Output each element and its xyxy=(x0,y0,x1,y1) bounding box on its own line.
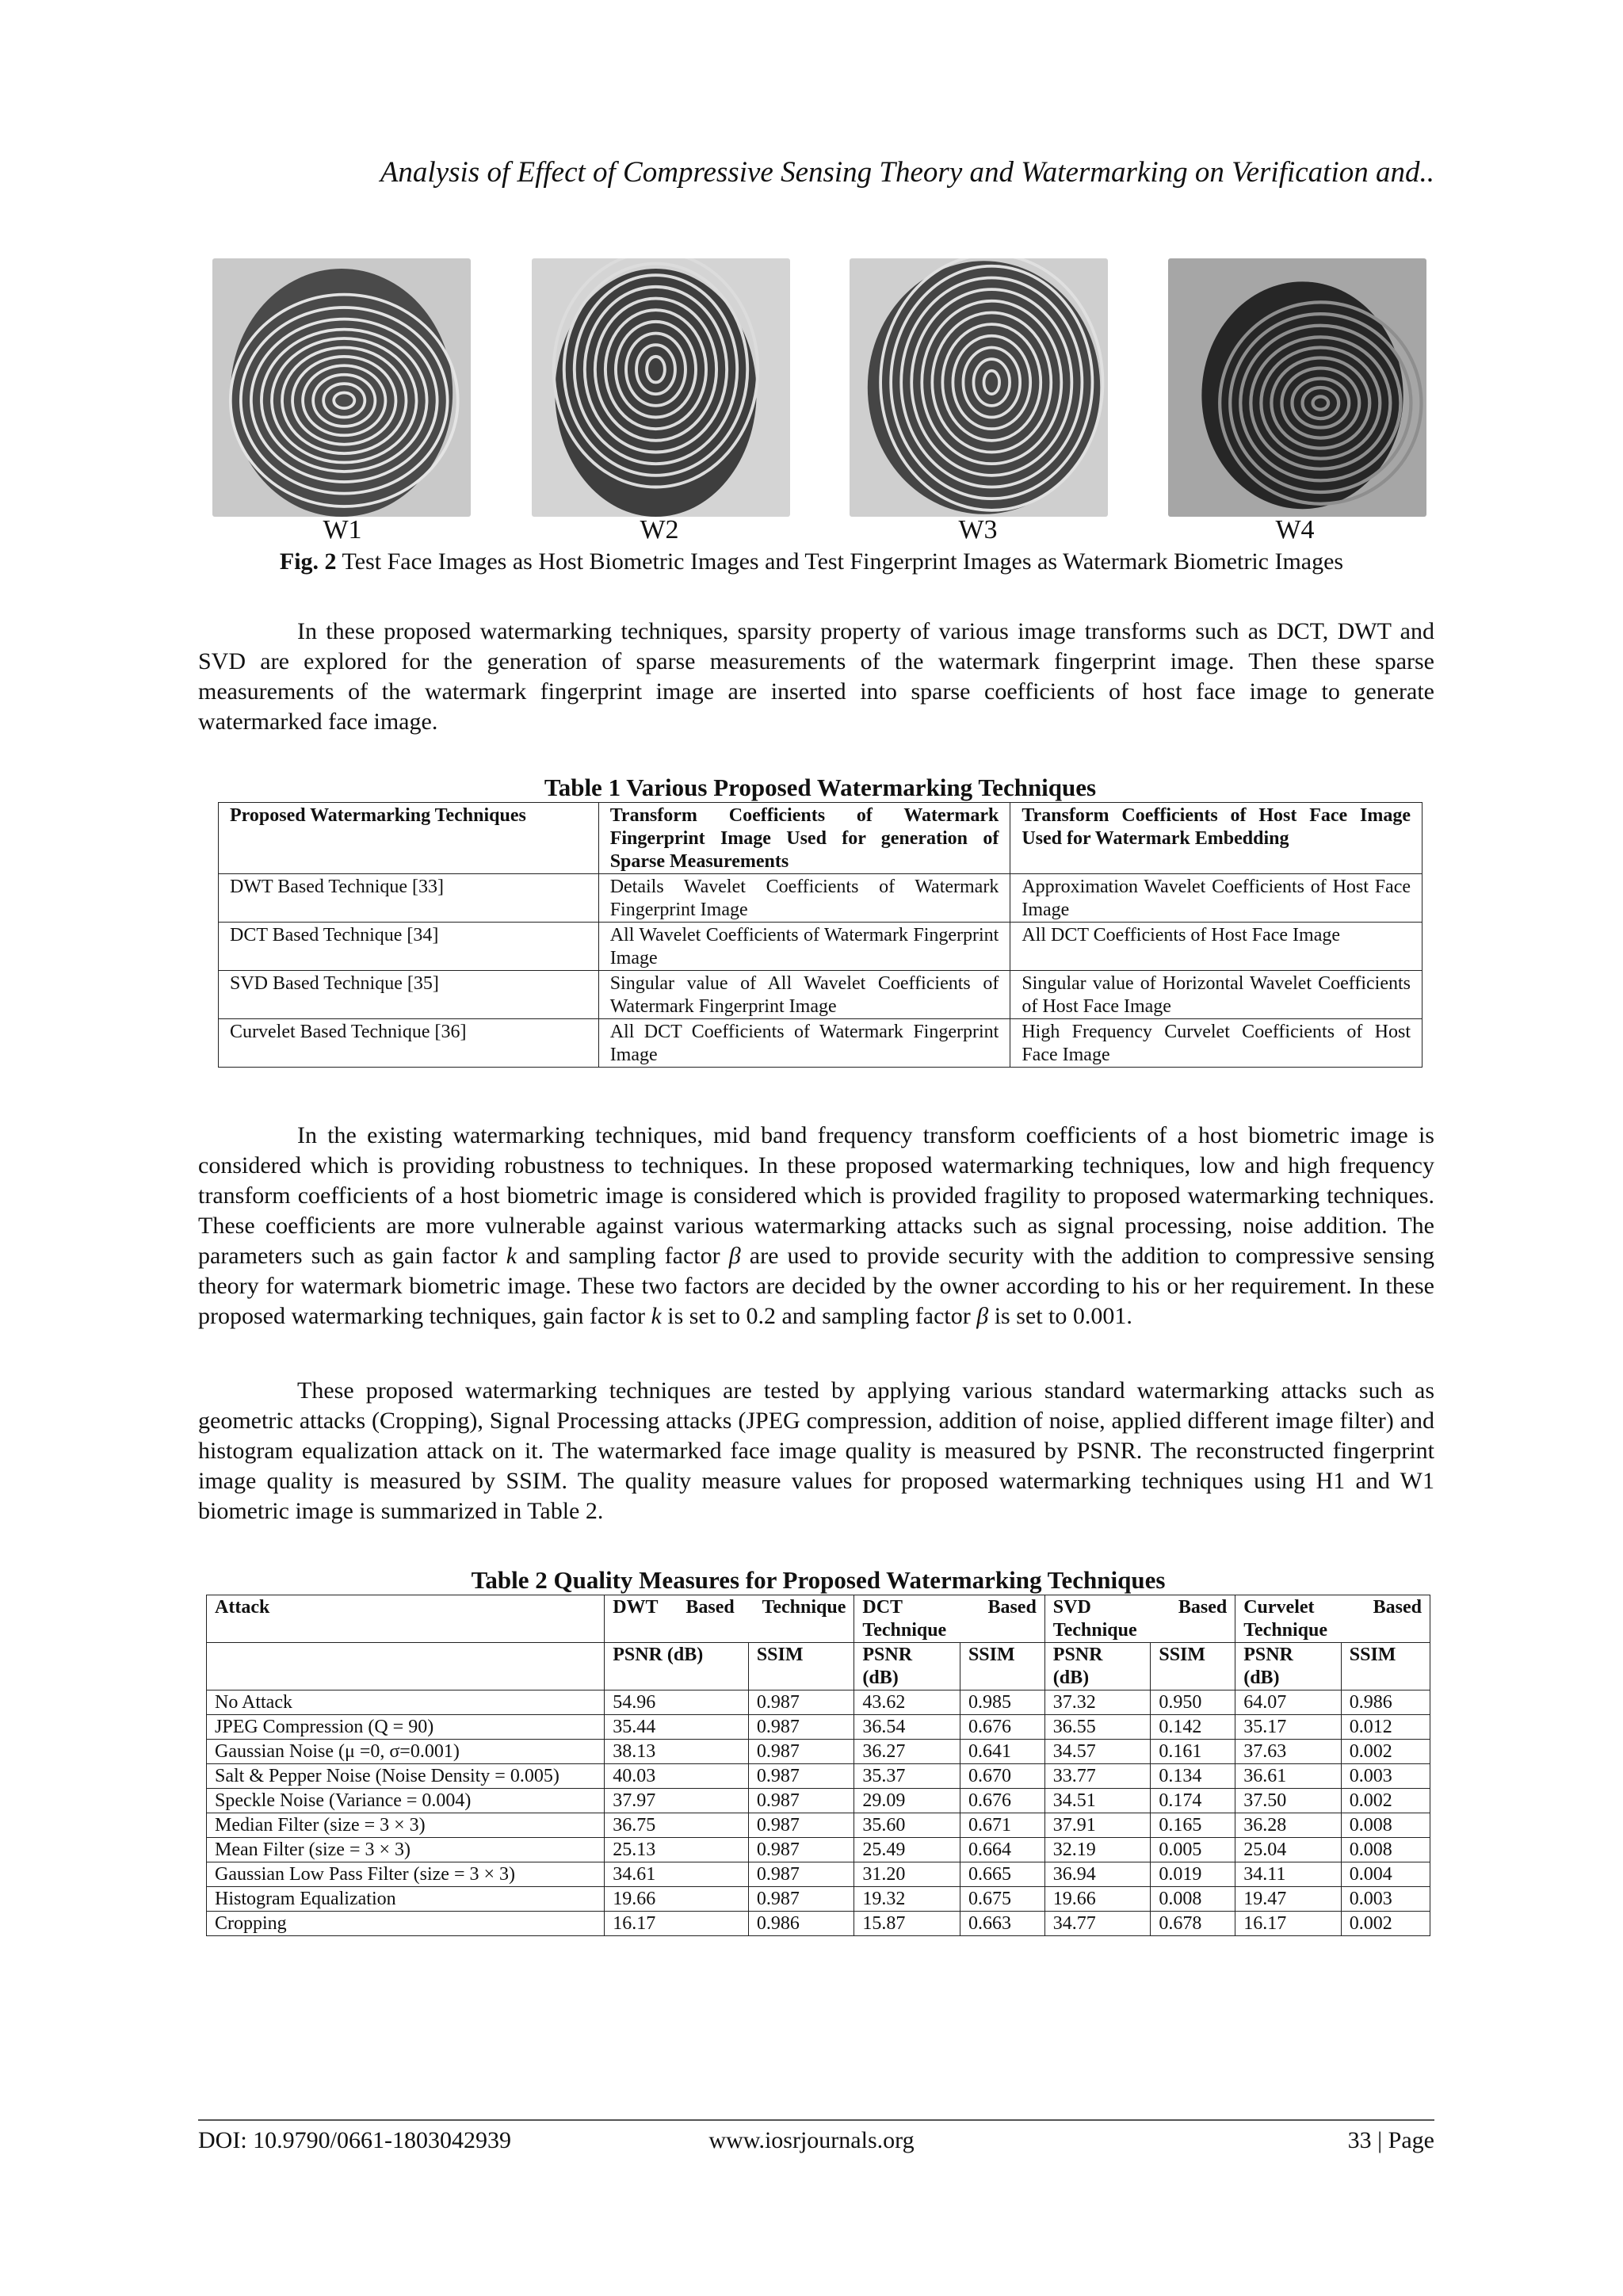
symbol-k: k xyxy=(651,1303,662,1329)
table2-group-header: SVD Based Technique xyxy=(1044,1595,1235,1643)
table-cell: 19.66 xyxy=(605,1887,749,1912)
symbol-beta: β xyxy=(976,1303,989,1329)
attack-name-cell: Speckle Noise (Variance = 0.004) xyxy=(207,1789,605,1813)
table-cell: 33.77 xyxy=(1044,1764,1151,1789)
table-cell: 0.987 xyxy=(748,1764,854,1789)
table2-subheader: PSNR (dB) xyxy=(854,1643,960,1690)
table-row xyxy=(219,923,1423,971)
table2-caption: Table 2 Quality Measures for Proposed Watermarking Techniques xyxy=(471,1566,1166,1594)
table-cell: 25.13 xyxy=(605,1838,749,1862)
figure-caption-text: Test Face Images as Host Biometric Images and Test Fingerprint Images as Watermark Biometric Images xyxy=(336,548,1344,575)
table-cell: 0.005 xyxy=(1151,1838,1235,1862)
table-cell: 0.161 xyxy=(1151,1740,1235,1764)
table1-caption: Table 1 Various Proposed Watermarking Techniques xyxy=(544,774,1097,801)
footer-site: www.iosrjournals.org xyxy=(708,2127,915,2153)
table-cell: 25.49 xyxy=(854,1838,960,1862)
table-cell: 0.664 xyxy=(960,1838,1044,1862)
table-cell: 0.987 xyxy=(748,1813,854,1838)
table-cell: 31.20 xyxy=(854,1862,960,1887)
table-cell: 0.641 xyxy=(960,1740,1044,1764)
attack-name-cell: Median Filter (size = 3 × 3) xyxy=(207,1813,605,1838)
table2-subheader: PSNR (dB) xyxy=(1044,1643,1151,1690)
figure-label-w4: W4 xyxy=(1275,515,1315,544)
table-row xyxy=(207,1838,1430,1862)
attack-name-cell: Mean Filter (size = 3 × 3) xyxy=(207,1838,605,1862)
table-cell: 36.27 xyxy=(854,1740,960,1764)
table-row xyxy=(207,1690,1430,1715)
table-row xyxy=(207,1764,1430,1789)
table-cell: 0.004 xyxy=(1341,1862,1430,1887)
table1-header-cell: Proposed Watermarking Techniques xyxy=(219,803,599,874)
table-cell: All DCT Coefficients of Watermark Fingerprint Image xyxy=(598,1019,1010,1068)
table-row xyxy=(207,1715,1430,1740)
table-cell: 43.62 xyxy=(854,1690,960,1715)
table-cell: 0.670 xyxy=(960,1764,1044,1789)
table-cell: 0.987 xyxy=(748,1740,854,1764)
figure-label-w3: W3 xyxy=(958,515,998,544)
table-cell: 36.54 xyxy=(854,1715,960,1740)
fingerprint-image-w2 xyxy=(532,258,790,517)
table-cell: 36.61 xyxy=(1235,1764,1342,1789)
text-run: and sampling factor xyxy=(517,1243,729,1269)
table-row xyxy=(207,1740,1430,1764)
table-row xyxy=(207,1887,1430,1912)
table-cell: 0.987 xyxy=(748,1789,854,1813)
table-cell: 0.002 xyxy=(1341,1912,1430,1936)
table2-group-header: DWT Based Technique xyxy=(605,1595,854,1643)
table-cell: 0.008 xyxy=(1341,1838,1430,1862)
table-cell: All DCT Coefficients of Host Face Image xyxy=(1010,923,1423,971)
table-cell: 0.019 xyxy=(1151,1862,1235,1887)
table-cell: 16.17 xyxy=(605,1912,749,1936)
fingerprint-image-w3 xyxy=(850,258,1108,517)
fingerprint-image-w1 xyxy=(212,258,471,517)
table-cell: 0.008 xyxy=(1341,1813,1430,1838)
table2-group-header: Curvelet Based Technique xyxy=(1235,1595,1430,1643)
table-cell: 36.94 xyxy=(1044,1862,1151,1887)
fingerprint-image-w4 xyxy=(1168,258,1426,517)
figure-label-w2: W2 xyxy=(640,515,679,544)
table-cell: 34.51 xyxy=(1044,1789,1151,1813)
table2-group-header-row xyxy=(207,1595,1430,1643)
table-cell: 0.165 xyxy=(1151,1813,1235,1838)
table-cell: 37.91 xyxy=(1044,1813,1151,1838)
table-cell: 0.678 xyxy=(1151,1912,1235,1936)
table-cell: 37.63 xyxy=(1235,1740,1342,1764)
table-row xyxy=(219,1019,1423,1068)
text-run: is set to 0.001. xyxy=(988,1303,1132,1329)
table-cell: 29.09 xyxy=(854,1789,960,1813)
table-row xyxy=(207,1789,1430,1813)
text-run: In the existing watermarking techniques, mid band frequency transform coefficients of a host biometric image is considered which is providing robustness to techniques. In these proposed watermarking techniques, low and high frequency transform coefficients of a host biometric image is considered which is provided fragility to proposed watermarking techniques. These coefficients are more vulnerable against various watermarking attacks such as signal processing, noise addition. The parameters such as gain factor xyxy=(198,1122,1434,1269)
table-cell: 0.663 xyxy=(960,1912,1044,1936)
table-row xyxy=(219,874,1423,923)
table-cell: 36.28 xyxy=(1235,1813,1342,1838)
footer-doi: DOI: 10.9790/0661-1803042939 xyxy=(198,2127,511,2153)
symbol-k: k xyxy=(506,1243,517,1269)
table-cell: 37.50 xyxy=(1235,1789,1342,1813)
table-cell: 0.012 xyxy=(1341,1715,1430,1740)
table-cell: 36.75 xyxy=(605,1813,749,1838)
table-cell: Curvelet Based Technique [36] xyxy=(219,1019,599,1068)
attack-name-cell: Salt & Pepper Noise (Noise Density = 0.005) xyxy=(207,1764,605,1789)
attack-name-cell: Cropping xyxy=(207,1912,605,1936)
table-cell: 0.676 xyxy=(960,1789,1044,1813)
attack-name-cell: Histogram Equalization xyxy=(207,1887,605,1912)
table-cell: 0.987 xyxy=(748,1715,854,1740)
text-run: are used to provide security with the addition to compressive sensing theory for watermark biometric image. These two factors are decided by the owner according to his or her requirement. In these proposed watermarking techniques, gain factor xyxy=(198,1243,1434,1329)
paragraph-intro: In these proposed watermarking techniques, sparsity property of various image transforms such as DCT, DWT and SVD are explored for the generation of sparse measurements of the watermark fingerprint image. Then these sparse measurements of the watermark fingerprint image are inserted into sparse coefficients of host face image to generate watermarked face image. xyxy=(198,618,1434,735)
table-cell: 35.37 xyxy=(854,1764,960,1789)
table-cell: 19.32 xyxy=(854,1887,960,1912)
table-row xyxy=(207,1912,1430,1936)
text-run: is set to 0.2 and sampling factor xyxy=(661,1303,977,1329)
table2-subheader: SSIM xyxy=(960,1643,1044,1690)
table2-subheader: SSIM xyxy=(1151,1643,1235,1690)
table-cell: 40.03 xyxy=(605,1764,749,1789)
table-cell: 0.003 xyxy=(1341,1887,1430,1912)
symbol-beta: β xyxy=(728,1243,741,1269)
table-cell: 0.665 xyxy=(960,1862,1044,1887)
table2-subheader: SSIM xyxy=(1341,1643,1430,1690)
table-cell: 0.671 xyxy=(960,1813,1044,1838)
table-cell: 19.47 xyxy=(1235,1887,1342,1912)
table-cell: 37.32 xyxy=(1044,1690,1151,1715)
running-head: Analysis of Effect of Compressive Sensing Theory and Watermarking on Verification and.. xyxy=(380,156,1434,189)
table-cell: High Frequency Curvelet Coefficients of Host Face Image xyxy=(1010,1019,1423,1068)
table-cell: 0.174 xyxy=(1151,1789,1235,1813)
table2-subheader: PSNR (dB) xyxy=(1235,1643,1342,1690)
table-cell: 34.11 xyxy=(1235,1862,1342,1887)
table-cell: 36.55 xyxy=(1044,1715,1151,1740)
table-cell: 0.985 xyxy=(960,1690,1044,1715)
table2-subheader: SSIM xyxy=(748,1643,854,1690)
figure-caption xyxy=(79,548,1544,575)
table1-header-cell: Transform Coefficients of Watermark Fingerprint Image Used for generation of Sparse Measurements xyxy=(598,803,1010,874)
table-cell: 35.60 xyxy=(854,1813,960,1838)
attack-name-cell: Gaussian Low Pass Filter (size = 3 × 3) xyxy=(207,1862,605,1887)
table-cell: 0.986 xyxy=(1341,1690,1430,1715)
table-cell: Approximation Wavelet Coefficients of Host Face Image xyxy=(1010,874,1423,923)
table-cell: 0.002 xyxy=(1341,1789,1430,1813)
table-cell: 15.87 xyxy=(854,1912,960,1936)
table-cell: 0.142 xyxy=(1151,1715,1235,1740)
table-cell: 0.987 xyxy=(748,1838,854,1862)
table-cell: 16.17 xyxy=(1235,1912,1342,1936)
paragraph-attacks: These proposed watermarking techniques are tested by applying various standard watermarking attacks such as geometric attacks (Cropping), Signal Processing attacks (JPEG compression, addition of noise, applied different image filter) and histogram equalization attack on it. The watermarked face image quality is measured by PSNR. The reconstructed fingerprint image quality is measured by SSIM. The quality measure values for proposed watermarking techniques using H1 and W1 biometric image is summarized in Table 2. xyxy=(198,1377,1434,1524)
table-cell: 19.66 xyxy=(1044,1887,1151,1912)
table-cell: 0.986 xyxy=(748,1912,854,1936)
table1 xyxy=(218,802,1423,1068)
table-cell: Singular value of All Wavelet Coefficients of Watermark Fingerprint Image xyxy=(598,971,1010,1019)
table-cell: 0.675 xyxy=(960,1887,1044,1912)
table-cell: 35.17 xyxy=(1235,1715,1342,1740)
table-cell: 0.002 xyxy=(1341,1740,1430,1764)
table2-subheader-row xyxy=(207,1643,1430,1690)
table-cell: 38.13 xyxy=(605,1740,749,1764)
figure-label-w1: W1 xyxy=(323,515,362,544)
table-cell: 32.19 xyxy=(1044,1838,1151,1862)
paragraph-parameters xyxy=(198,1121,1434,1331)
table-cell: 0.003 xyxy=(1341,1764,1430,1789)
table-row xyxy=(219,971,1423,1019)
table2-group-header: DCT Based Technique xyxy=(854,1595,1044,1643)
table-cell: DCT Based Technique [34] xyxy=(219,923,599,971)
table-cell: 0.676 xyxy=(960,1715,1044,1740)
table2-attack-header: Attack xyxy=(207,1595,605,1643)
table1-header-cell: Transform Coefficients of Host Face Image Used for Watermark Embedding xyxy=(1010,803,1423,874)
table-cell: Details Wavelet Coefficients of Watermark Fingerprint Image xyxy=(598,874,1010,923)
table-cell: 34.61 xyxy=(605,1862,749,1887)
table-cell: 37.97 xyxy=(605,1789,749,1813)
table1-header-row xyxy=(219,803,1423,874)
table-cell: 0.134 xyxy=(1151,1764,1235,1789)
table2 xyxy=(206,1595,1430,1936)
table-cell: All Wavelet Coefficients of Watermark Fingerprint Image xyxy=(598,923,1010,971)
footer-rule xyxy=(198,2119,1434,2121)
table-cell: 25.04 xyxy=(1235,1838,1342,1862)
table-cell: 54.96 xyxy=(605,1690,749,1715)
table-cell: DWT Based Technique [33] xyxy=(219,874,599,923)
table-row xyxy=(207,1813,1430,1838)
table2-empty-header xyxy=(207,1643,605,1690)
footer-page-number: 33 | Page xyxy=(1347,2127,1434,2153)
table-row xyxy=(207,1862,1430,1887)
table-cell: SVD Based Technique [35] xyxy=(219,971,599,1019)
table-cell: 0.950 xyxy=(1151,1690,1235,1715)
table-cell: 64.07 xyxy=(1235,1690,1342,1715)
table-cell: 0.987 xyxy=(748,1862,854,1887)
table2-body xyxy=(207,1690,1430,1936)
attack-name-cell: JPEG Compression (Q = 90) xyxy=(207,1715,605,1740)
table-cell: 0.987 xyxy=(748,1690,854,1715)
table-cell: 0.008 xyxy=(1151,1887,1235,1912)
table-cell: Singular value of Horizontal Wavelet Coefficients of Host Face Image xyxy=(1010,971,1423,1019)
attack-name-cell: Gaussian Noise (μ =0, σ=0.001) xyxy=(207,1740,605,1764)
figure-caption-label: Fig. 2 xyxy=(279,548,337,575)
attack-name-cell: No Attack xyxy=(207,1690,605,1715)
table-cell: 35.44 xyxy=(605,1715,749,1740)
table-cell: 34.57 xyxy=(1044,1740,1151,1764)
table2-subheader: PSNR (dB) xyxy=(605,1643,749,1690)
table-cell: 0.987 xyxy=(748,1887,854,1912)
table-cell: 34.77 xyxy=(1044,1912,1151,1936)
